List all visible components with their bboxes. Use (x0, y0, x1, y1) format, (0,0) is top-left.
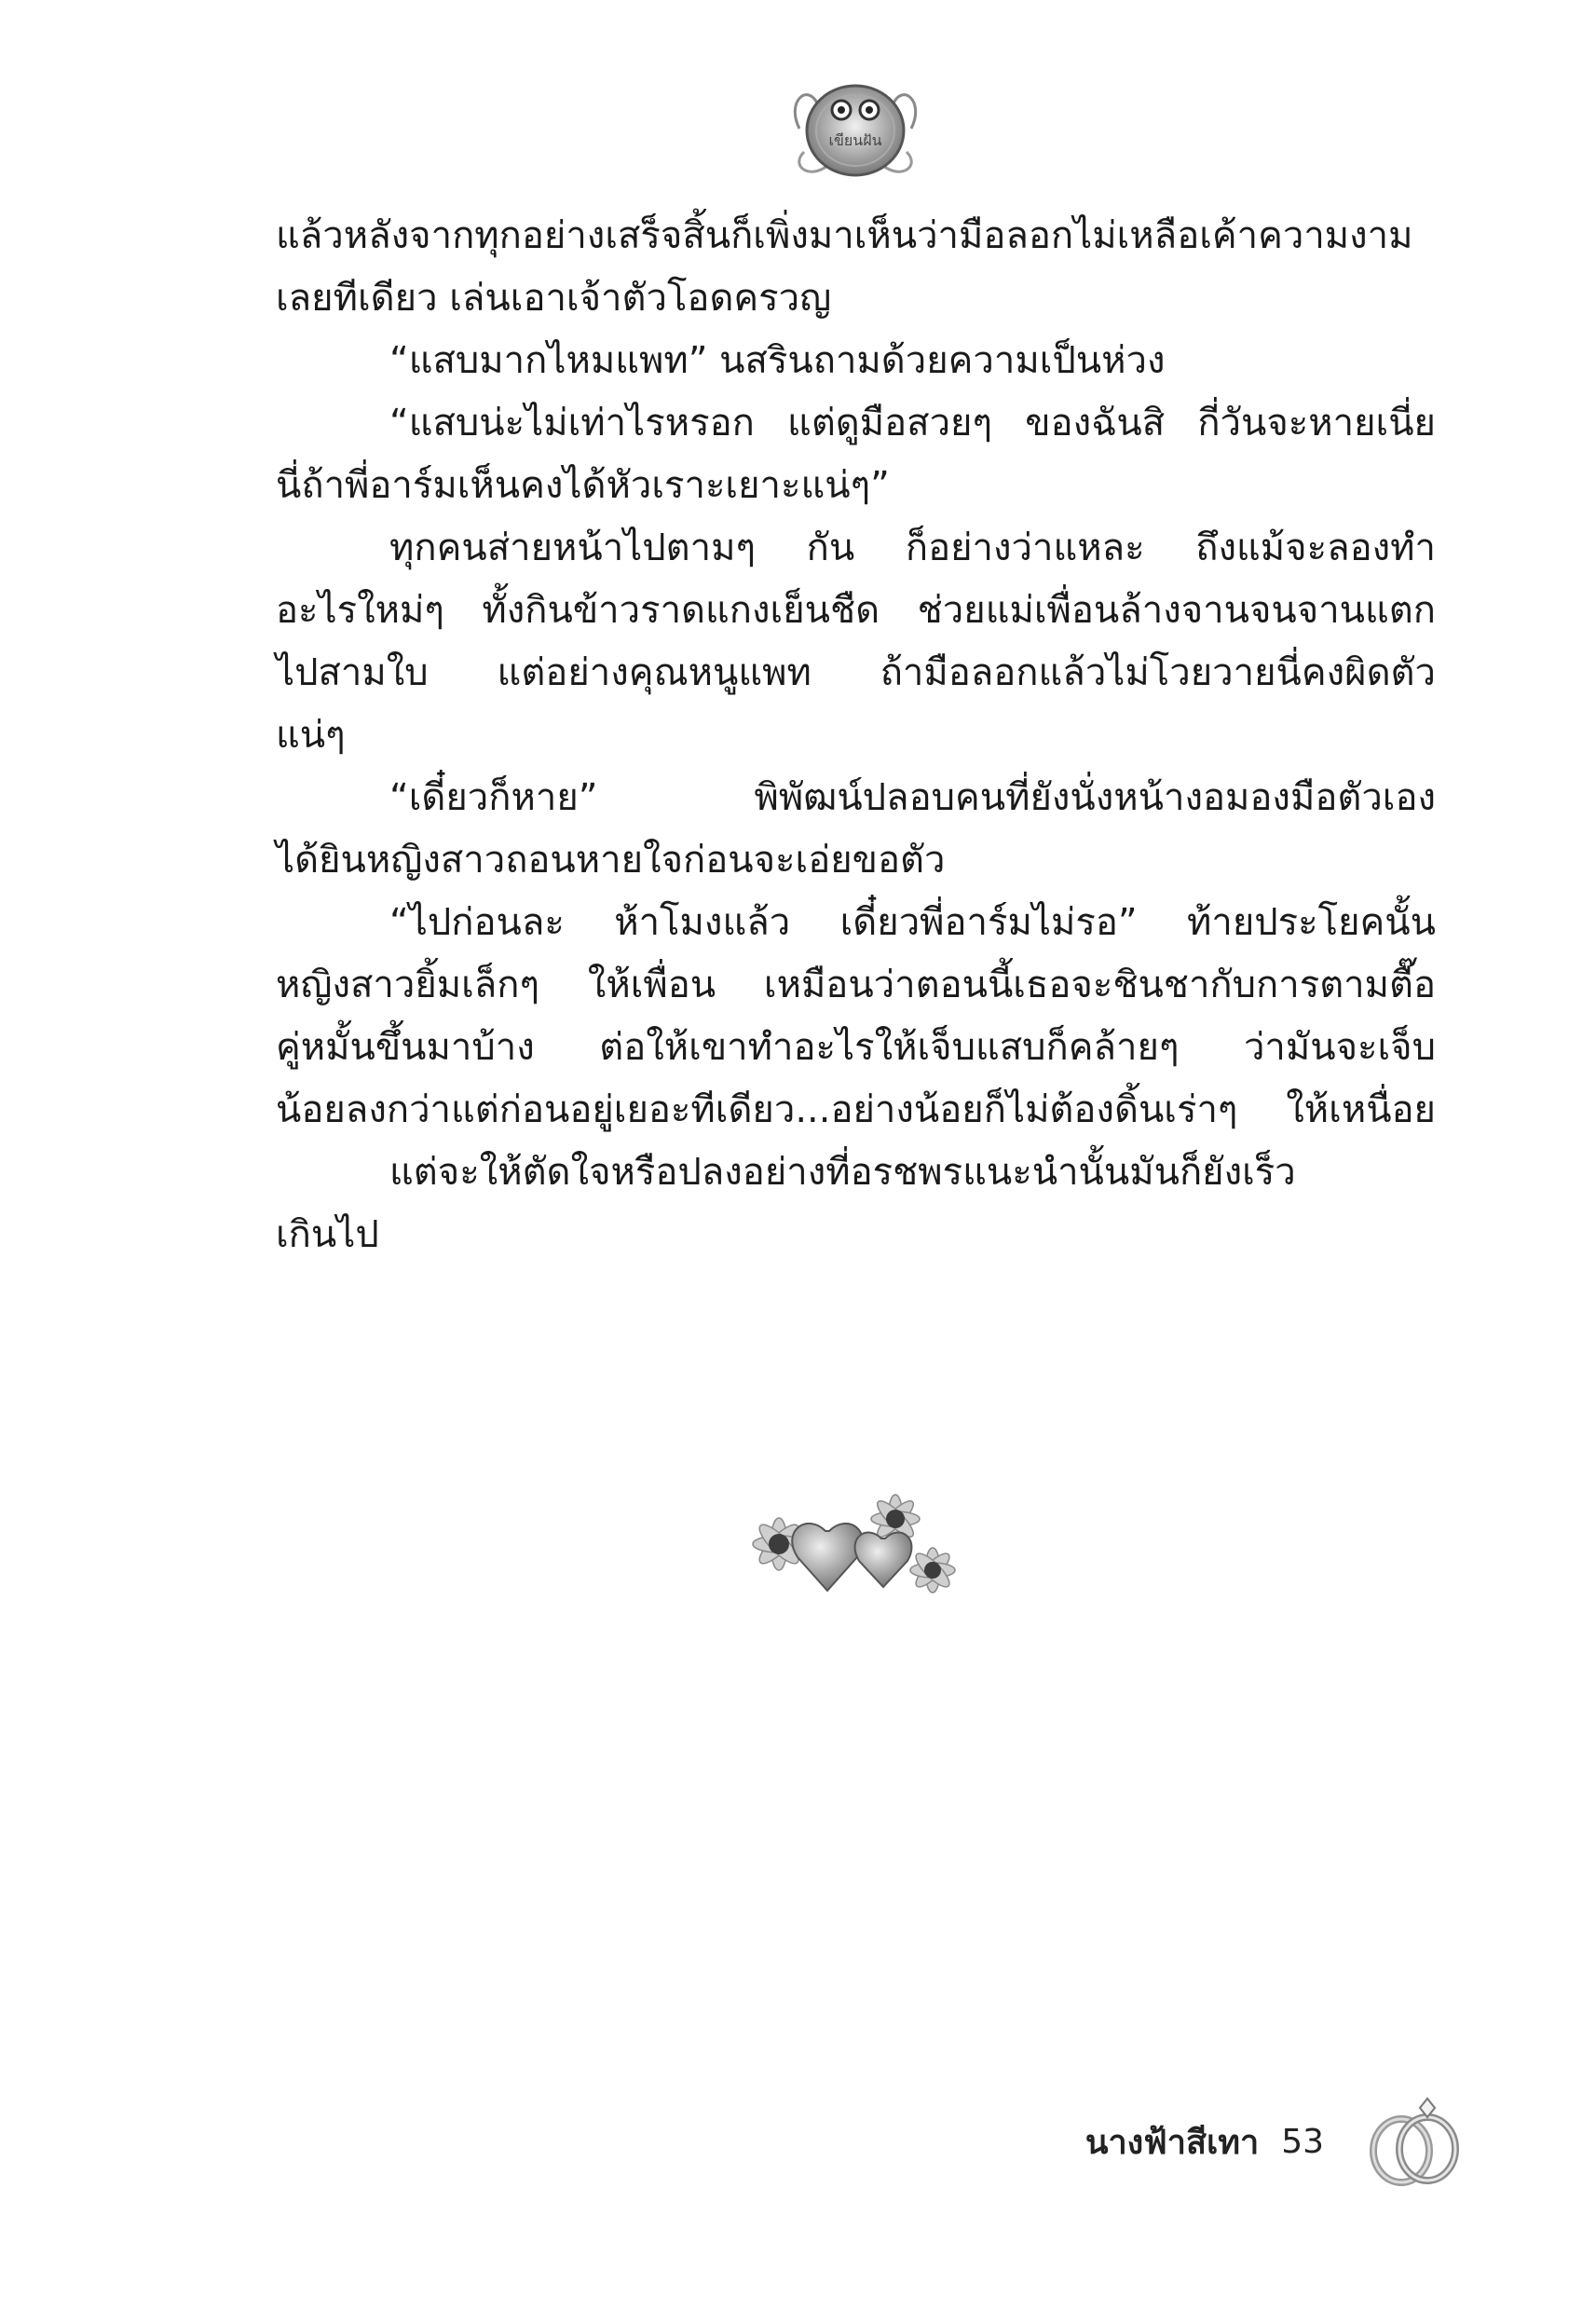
text-line: หญิงสาวยิ้มเล็กๆ ให้เพื่อน เหมือนว่าตอนนี้เธอจะชินชากับการตามตื๊อ (276, 964, 1436, 1006)
text-line: น้อยลงกว่าแต่ก่อนอยู่เยอะทีเดียว...อย่างน้อยก็ไม่ต้องดิ้นเร่าๆ ให้เหนื่อย (276, 1088, 1436, 1131)
text-line: อะไรใหม่ๆ ทั้งกินข้าวราดแกงเย็นชืด ช่วยแม่เพื่อนล้างจานจนจานแตก (276, 589, 1436, 632)
wedding-rings-icon (1362, 2095, 1466, 2188)
emblem-label: เขียนฝัน (828, 131, 882, 149)
text-line: “เดี๋ยวก็หาย” พิพัฒน์ปลอบคนที่ยังนั่งหน้างอมองมือตัวเอง (389, 776, 1436, 819)
text-line: แล้วหลังจากทุกอย่างเสร็จสิ้นก็เพิ่งมาเห็นว่ามือลอกไม่เหลือเค้าความงาม (276, 214, 1413, 257)
text-line: ได้ยินหญิงสาวถอนหายใจก่อนจะเอ่ยขอตัว (276, 839, 946, 882)
ornamental-emblem-icon (781, 63, 930, 185)
book-title: นางฟ้าสีเทา (1084, 2123, 1260, 2162)
text-line: “แสบมากไหมแพท” นสรินถามด้วยความเป็นห่วง (389, 339, 1166, 382)
text-line: เลยทีเดียว เล่นเอาเจ้าตัวโอดครวญ (276, 277, 832, 320)
text-line: “แสบน่ะไม่เท่าไรหรอก แต่ดูมือสวยๆ ของฉันสิ กี่วันจะหายเนี่ย (389, 402, 1436, 444)
text-line: แต่จะให้ตัดใจหรือปลงอย่างที่อรชพรแนะนำนั้นมันก็ยังเร็ว (389, 1151, 1296, 1194)
sunflowers-hearts-icon (742, 1486, 965, 1612)
text-line: คู่หมั้นขึ้นมาบ้าง ต่อให้เขาทำอะไรให้เจ็บแสบก็คล้ายๆ ว่ามันจะเจ็บ (276, 1026, 1436, 1069)
story-text (276, 205, 1436, 1266)
text-line: “ไปก่อนละ ห้าโมงแล้ว เดี๋ยวพี่อาร์มไม่รอ” ท้ายประโยคนั้น (389, 901, 1436, 944)
text-line: ทุกคนส่ายหน้าไปตามๆ กัน ก็อย่างว่าแหละ ถึงแม้จะลองทำ (389, 526, 1436, 569)
page-footer (1085, 2113, 1324, 2169)
text-line: แน่ๆ (276, 714, 346, 757)
text-line: นี่ถ้าพี่อาร์มเห็นคงได้หัวเราะเยาะแน่ๆ” (276, 464, 890, 507)
text-line: เกินไป (276, 1213, 379, 1256)
page-number: 53 (1281, 2122, 1324, 2161)
text-line: ไปสามใบ แต่อย่างคุณหนูแพท ถ้ามือลอกแล้วไม่โวยวายนี่คงผิดตัว (276, 651, 1436, 694)
